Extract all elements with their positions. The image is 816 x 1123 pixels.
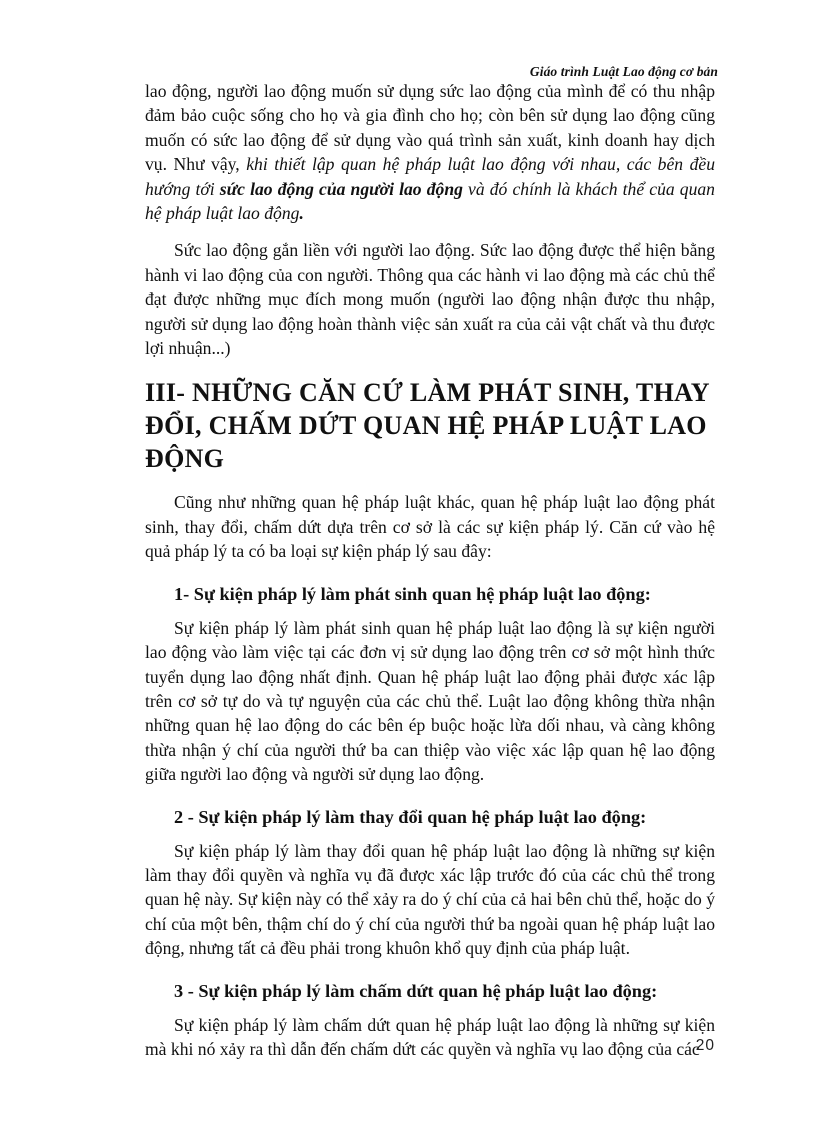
- paragraph-arising: Sự kiện pháp lý làm phát sinh quan hệ pháp luật lao động là sự kiện người lao động vào làm việc tại các đơn vị sử dụng lao động trên cơ sở một hình thức tuyển dụng lao động nhất định. Quan hệ pháp luật lao động phải được xác lập trên cơ sở tự do và tự nguyện của các chủ thể. Luật lao động không thừa nhận những quan hệ lao động do các bên ép buộc hoặc lừa dối nhau, và càng không thừa nhận ý chí của người thứ ba can thiệp vào việc xác lập quan hệ lao động giữa người lao động và người sử dụng lao động.: [145, 617, 715, 785]
- paragraph-labor-power: Sức lao động gắn liền với người lao động. Sức lao động được thể hiện bằng hành vi lao động của con người. Thông qua các hành vi lao động mà các chủ thể đạt được những mục đích mong muốn (người lao động nhận được thu nhập, người sử dụng lao động hoàn thành việc sản xuất ra của cải vật chất và thu được lợi nhuận...): [145, 240, 715, 359]
- section-heading: III- NHỮNG CĂN CỨ LÀM PHÁT SINH, THAY ĐỔI, CHẤM DỨT QUAN HỆ PHÁP LUẬT LAO ĐỘNG: [145, 378, 709, 474]
- emphasis-period: .: [299, 203, 304, 224]
- strong-emphasis-text: sức lao động của người lao động: [219, 178, 463, 199]
- subheading-change: 2 - Sự kiện pháp lý làm thay đổi quan hệ pháp luật lao động:: [174, 806, 647, 827]
- emphasis-text: và đó chính là khách thể của quan hệ pháp luật lao động: [145, 178, 715, 224]
- subheading-termination: 3 - Sự kiện pháp lý làm chấm dứt quan hệ pháp luật lao động:: [174, 980, 658, 1001]
- paragraph-termination: Sự kiện pháp lý làm chấm dứt quan hệ pháp luật lao động là những sự kiện mà khi nó xảy ra thì dẫn đến chấm dứt các quyền và nghĩa vụ lao động của các: [145, 1014, 715, 1059]
- section-intro-paragraph: Cũng như những quan hệ pháp luật khác, quan hệ pháp luật lao động phát sinh, thay đổi, chấm dứt dựa trên cơ sở là các sự kiện pháp lý. Căn cứ vào hệ quả pháp lý ta có ba loại sự kiện pháp lý sau đây:: [145, 492, 715, 562]
- paragraph-text: lao động, người lao động muốn sử dụng sức lao động của mình để có thu nhập đảm bảo cuộc sống cho họ và gia đình cho họ; còn bên sử dụng lao động cũng muốn có sức lao động để sử dụng vào quá trình sản xuất, kinh doanh hay dịch vụ. Như vậy,: [145, 81, 715, 175]
- page-number: 20: [695, 1037, 715, 1054]
- paragraph-object-of-relation: [145, 79, 715, 225]
- running-header: Giáo trình Luật Lao động cơ bản: [529, 64, 718, 79]
- subheading-arising: 1- Sự kiện pháp lý làm phát sinh quan hệ pháp luật lao động:: [174, 583, 651, 604]
- paragraph-change: Sự kiện pháp lý làm thay đổi quan hệ pháp luật lao động là những sự kiện làm thay đổi quyền và nghĩa vụ đã được xác lập trước đó của các chủ thể trong quan hệ này. Sự kiện này có thể xảy ra do ý chí của cả hai bên chủ thể, hoặc do ý chí của một bên, thậm chí do ý chí của người thứ ba ngoài quan hệ pháp luật lao động, nhưng tất cả đều phải trong khuôn khổ quy định của pháp luật.: [145, 840, 715, 959]
- page-body: [145, 79, 715, 1074]
- emphasis-text: khi thiết lập quan hệ pháp luật lao động với nhau, các bên đều hướng tới: [145, 154, 715, 199]
